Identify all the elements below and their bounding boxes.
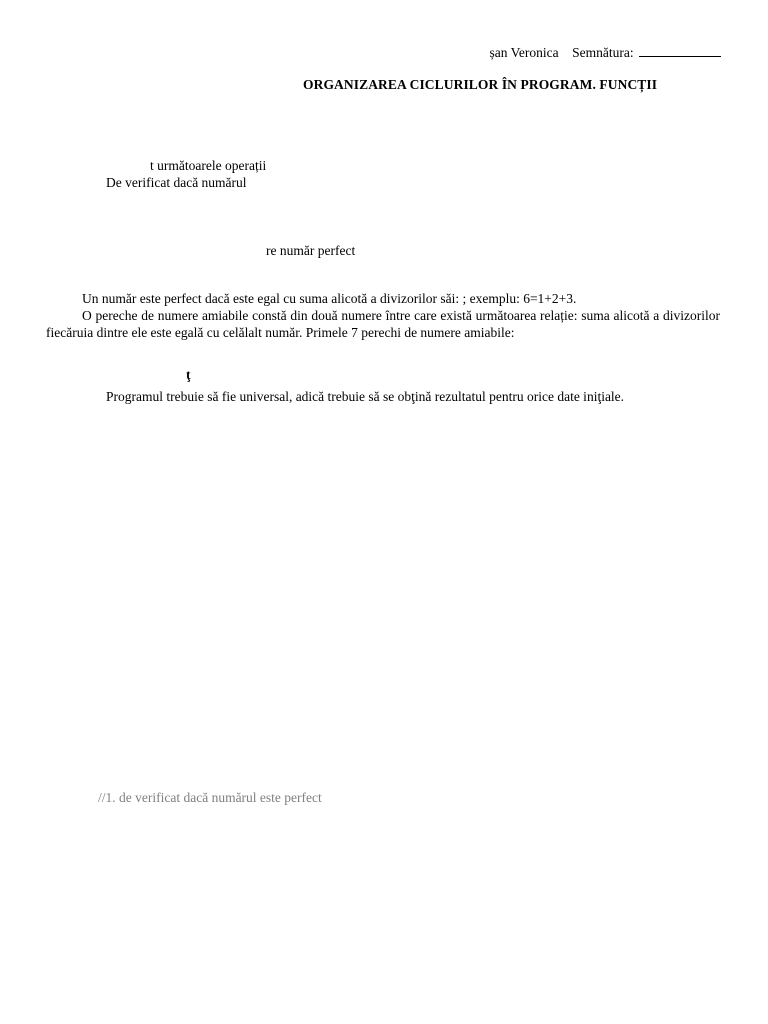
header-author-line <box>490 44 721 61</box>
text-fragment-verify: De verificat dacă numărul <box>106 175 247 190</box>
text-fragment-operations: t următoarele operații <box>150 158 267 173</box>
amicable-numbers-paragraph: O pereche de numere amiabile constă din două numere între care există următoarea relație: suma alicotă a divizorilor fiecăruia dintre ele este egală cu celălalt număr. Primele 7 perechi de numere amiabile: <box>46 308 720 340</box>
author-name: șan Veronica <box>489 45 559 60</box>
page-title: ORGANIZAREA CICLURILOR ÎN PROGRAM. FUNCȚII <box>303 77 658 92</box>
code-comment: //1. de verificat dacă numărul este perfect <box>98 790 322 805</box>
perfect-number-paragraph: Un număr este perfect dacă este egal cu suma alicotă a divizorilor săi: ; exemplu: 6=1+2+3. <box>82 291 577 306</box>
stray-glyph: ţ <box>186 367 191 382</box>
program-requirement: Programul trebuie să fie universal, adică trebuie să se obţină rezultatul pentru orice date iniţiale. <box>106 389 625 404</box>
definitions-block <box>46 290 720 341</box>
signature-blank <box>639 44 721 57</box>
signature-label: Semnătura: <box>572 45 634 60</box>
text-fragment-perfect: re număr perfect <box>266 243 356 258</box>
